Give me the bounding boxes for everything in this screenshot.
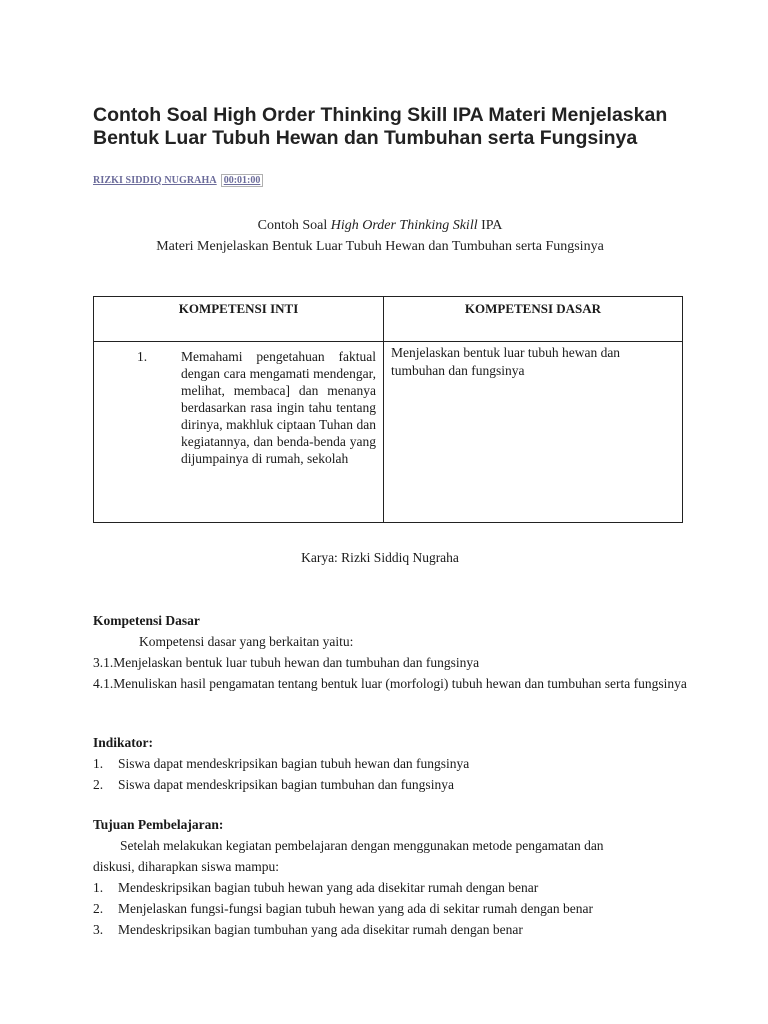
post-time-link[interactable]: 00:01:00 xyxy=(221,174,264,187)
section-intro-cont: diskusi, diharapkan siswa mampu: xyxy=(93,859,279,874)
heading-prefix: Contoh Soal xyxy=(257,218,331,233)
header-kompetensi-dasar: KOMPETENSI DASAR xyxy=(464,301,602,316)
content-heading-line2: Materi Menjelaskan Bentuk Luar Tubuh Hewan dan Tumbuhan serta Fungsinya xyxy=(156,239,604,254)
ki-text: Memahami pengetahuan faktual dengan cara mengamati mendengar, melihat, membaca] dan menanya berdasarkan rasa ingin tahu tentang dirinya, makhluk ciptaan Tuhan dan kegiatannya, dan benda-benda yang dijumpainya di rumah, sekolah xyxy=(181,349,376,466)
list-text: Siswa dapat mendeskripsikan bagian tubuh hewan dan fungsinya xyxy=(118,756,470,771)
page-title: Contoh Soal High Order Thinking Skill IPA Materi Menjelaskan Bentuk Luar Tubuh Hewan dan Tumbuhan serta Fungsinya xyxy=(93,104,668,149)
list-number: 2. xyxy=(93,901,104,916)
header-kompetensi-inti: KOMPETENSI INTI xyxy=(178,301,299,316)
table-column-divider xyxy=(383,297,384,522)
section-heading: Indikator: xyxy=(93,735,154,750)
author-credit: Karya: Rizki Siddiq Nugraha xyxy=(301,550,459,565)
list-number: 1. xyxy=(93,756,104,771)
content-heading-line1 xyxy=(60,218,700,234)
kd-text: Menjelaskan bentuk luar tubuh hewan dan tumbuhan dan fungsinya xyxy=(391,345,621,378)
author-link[interactable]: RIZKI SIDDIQ NUGRAHA xyxy=(93,175,217,186)
section-heading: Kompetensi Dasar xyxy=(93,613,200,628)
heading-italic: High Order Thinking Skill xyxy=(330,218,478,233)
list-text: Menjelaskan fungsi-fungsi bagian tubuh hewan yang ada di sekitar rumah dengan benar xyxy=(118,901,593,916)
section-intro: Kompetensi dasar yang berkaitan yaitu: xyxy=(139,634,354,649)
list-item xyxy=(93,877,693,898)
list-number: 3. xyxy=(93,922,104,937)
list-item xyxy=(93,898,693,919)
list-number: 1. xyxy=(93,880,104,895)
kd-item: 4.1.Menuliskan hasil pengamatan tentang bentuk luar (morfologi) tubuh hewan dan tumbuhan serta fungsinya xyxy=(93,676,687,691)
section-heading: Tujuan Pembelajaran: xyxy=(93,817,224,832)
list-text: Mendeskripsikan bagian tubuh hewan yang ada disekitar rumah dengan benar xyxy=(118,880,539,895)
section-intro: Setelah melakukan kegiatan pembelajaran dengan menggunakan metode pengamatan dan xyxy=(120,838,604,853)
kompetensi-dasar-section xyxy=(93,610,693,694)
list-text: Siswa dapat mendeskripsikan bagian tumbuhan dan fungsinya xyxy=(118,777,454,792)
byline xyxy=(93,174,263,187)
list-number: 2. xyxy=(93,777,104,792)
kompetensi-table xyxy=(93,296,683,523)
list-text: Mendeskripsikan bagian tumbuhan yang ada disekitar rumah dengan benar xyxy=(118,922,523,937)
list-item xyxy=(93,774,693,795)
ki-number: 1. xyxy=(137,349,148,364)
kd-item: 3.1.Menjelaskan bentuk luar tubuh hewan dan tumbuhan dan fungsinya xyxy=(93,655,480,670)
indikator-section xyxy=(93,732,693,795)
list-item xyxy=(93,753,693,774)
tujuan-section xyxy=(93,814,693,940)
list-item xyxy=(93,919,693,940)
heading-suffix: IPA xyxy=(477,218,503,233)
